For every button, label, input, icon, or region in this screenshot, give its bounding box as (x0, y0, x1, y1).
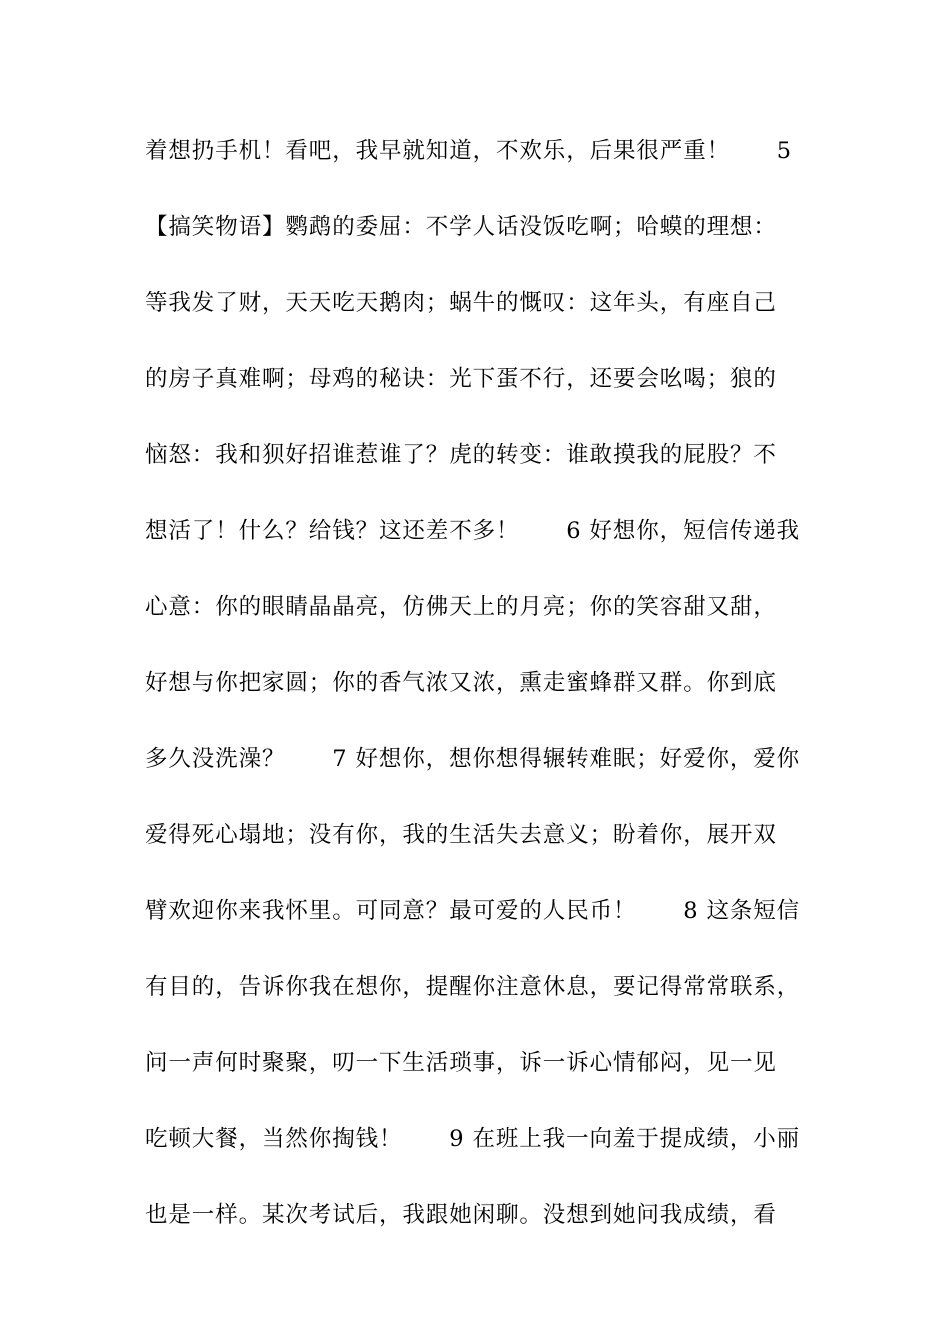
text-line-2: 【搞笑物语】鹦鹉的委屈：不学人话没饭吃啊；哈蟆的理想： (145, 214, 777, 240)
text-line-1: 着想扔手机！看吧，我早就知道，不欢乐，后果很严重！ 5 (145, 138, 793, 164)
text-line-4: 的房子真难啊；母鸡的秘诀：光下蛋不行，还要会吆喝；狼的 (145, 366, 777, 392)
text-line-6: 想活了！什么？给钱？这还差不多！ 6 好想你，短信传递我 (145, 518, 801, 544)
text-line-13: 问一声何时聚聚，叨一下生活琐事，诉一诉心情郁闷，见一见 (145, 1050, 777, 1076)
text-line-14: 吃顿大餐，当然你掏钱！ 9 在班上我一向羞于提成绩，小丽 (145, 1126, 801, 1152)
text-line-5: 恼怒：我和狈好招谁惹谁了？虎的转变：谁敢摸我的屁股？不 (145, 442, 777, 468)
text-line-8: 好想与你把家圆；你的香气浓又浓，熏走蜜蜂群又群。你到底 (145, 670, 777, 696)
text-line-11: 臂欢迎你来我怀里。可同意？最可爱的人民币！ 8 这条短信 (145, 898, 801, 924)
document-text-body (145, 128, 845, 1268)
text-line-7: 心意：你的眼睛晶晶亮，仿佛天上的月亮；你的笑容甜又甜， (145, 594, 777, 620)
text-line-15: 也是一样。某次考试后，我跟她闲聊。没想到她问我成绩，看 (145, 1202, 777, 1228)
text-line-12: 有目的，告诉你我在想你，提醒你注意休息，要记得常常联系， (145, 974, 801, 1000)
text-line-10: 爱得死心塌地；没有你，我的生活失去意义；盼着你，展开双 (145, 822, 777, 848)
text-line-9: 多久没洗澡？ 7 好想你，想你想得辗转难眠；好爱你，爱你 (145, 746, 801, 772)
text-line-3: 等我发了财，天天吃天鹅肉；蜗牛的慨叹：这年头，有座自己 (145, 290, 777, 316)
